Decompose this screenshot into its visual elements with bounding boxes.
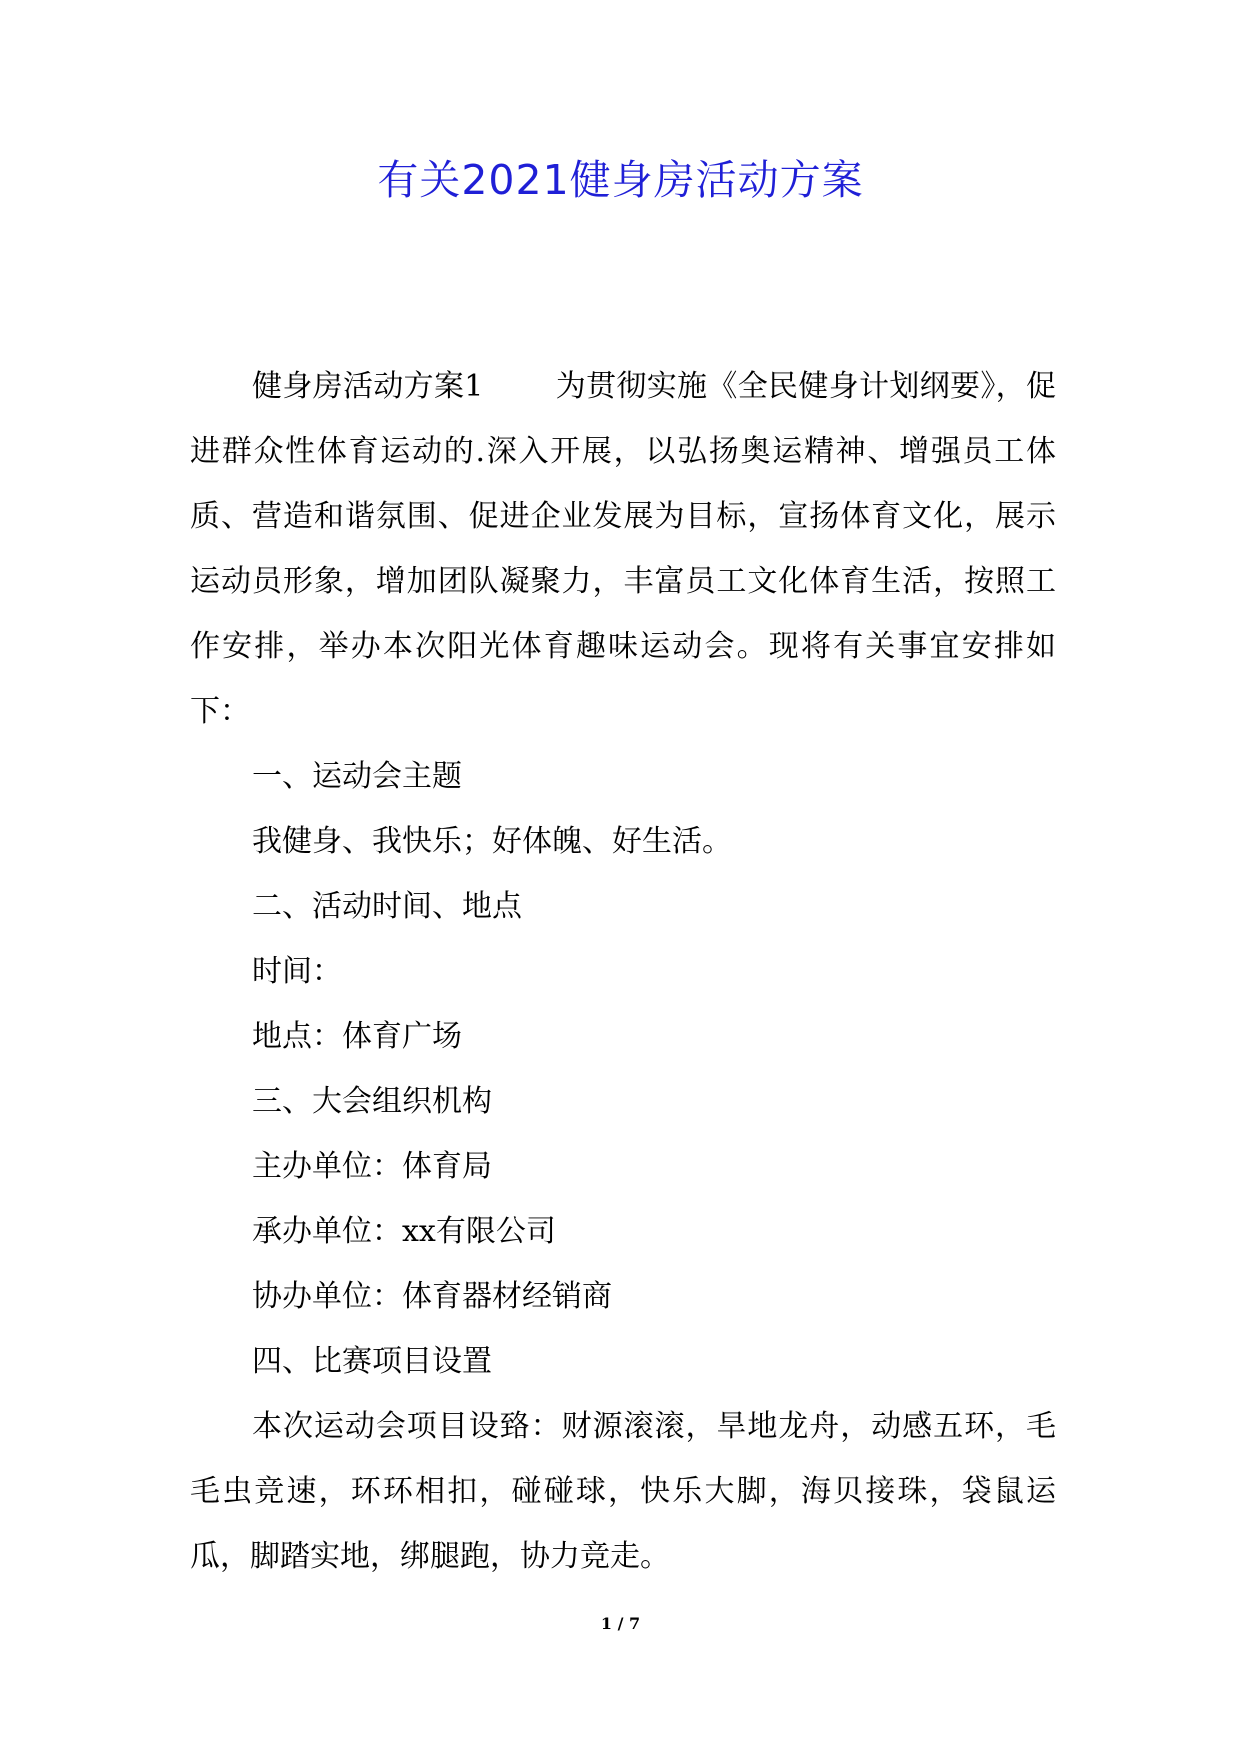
page-number: 1 / 7 (600, 1614, 641, 1633)
section-heading-events: 四、比赛项目设置 (252, 1344, 492, 1379)
intro-text: 为贯彻实施《全民健身计划纲要》，促进群众性体育运动的.深入开展，以弘扬奥运精神、增强员工体质、营造和谐氛围、促进企业发展为目标，宣扬体育文化，展示运动员形象，增加团队凝聚力，丰富员工文化体育生活，按照工作安排，举办本次阳光体育趣味运动会。现将有关事宜安排如下： (190, 369, 1057, 729)
document-body (190, 354, 1056, 1589)
section-heading-theme: 一、运动会主题 (252, 759, 462, 794)
time-line: 时间： (252, 954, 342, 989)
events-paragraph: 本次运动会项目设臵：财源滚滚，旱地龙舟，动感五环，毛毛虫竞速，环环相扣，碰碰球，快乐大脚，海贝接珠，袋鼠运瓜，脚踏实地，绑腿跑，协力竞走。 (190, 1409, 1056, 1574)
intro-label: 健身房活动方案1 (252, 369, 484, 404)
host-line: 主办单位：体育局 (252, 1149, 492, 1184)
intro-paragraph (190, 354, 1056, 744)
section-heading-time-place: 二、活动时间、地点 (252, 889, 522, 924)
place-line: 地点：体育广场 (252, 1019, 462, 1054)
document-title: 有关2021健身房活动方案 (377, 156, 864, 204)
co-organizer-line: 协办单位：体育器材经销商 (252, 1279, 612, 1314)
section-heading-organization: 三、大会组织机构 (252, 1084, 492, 1119)
theme-text: 我健身、我快乐；好体魄、好生活。 (252, 824, 732, 859)
organizer-line: 承办单位：xx有限公司 (252, 1214, 556, 1249)
